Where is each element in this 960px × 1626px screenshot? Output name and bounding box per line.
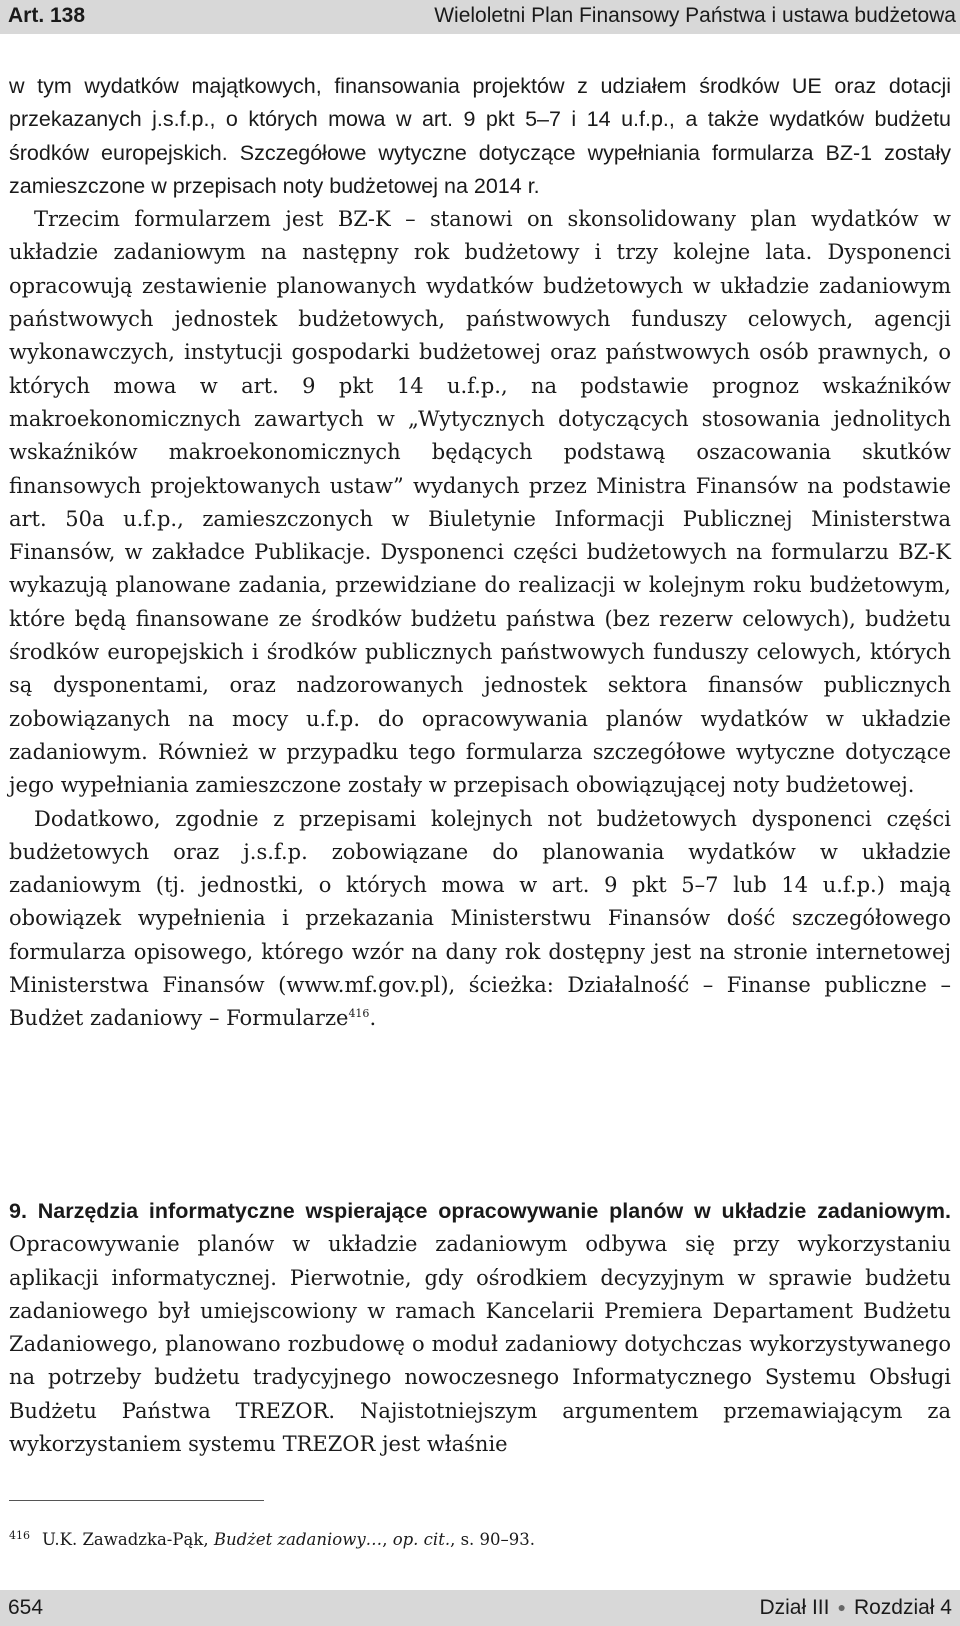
article-number: Art. 138 [8, 4, 86, 27]
paragraph-additional-form [9, 803, 951, 1036]
footer-chapter: Rozdział 4 [853, 1596, 952, 1619]
main-text [9, 70, 951, 1036]
footer-section [759, 1596, 952, 1620]
footnote-number: 416 [9, 1529, 30, 1542]
footnote-author: U.K. Zawadzka-Pąk, [42, 1530, 214, 1549]
paragraph-end-period: . [369, 1006, 377, 1031]
page-header [0, 0, 960, 34]
footnote-work: Budżet zadaniowy… [213, 1530, 383, 1549]
bullet-icon: ● [837, 1599, 846, 1615]
section-9 [9, 1195, 951, 1461]
paragraph-bz-k: Trzecim formularzem jest BZ-K – stanowi on skonsolidowany plan wydatków w układzie zadaniowym na następny rok budżetowy i trzy kolejne lata. Dysponenci opracowują zestawienie planowanych wydatków budżetowych w układzie zadaniowym państwowych jednostek budżetowych, państwowych funduszy celowych, agencji wykonawczych, instytucji gospodarki budżetowej oraz państwowych osób prawnych, o których mowa w art. 9 pkt 14 u.f.p., na podstawie prognoz wskaźników makroekonomicznych zawartych w „Wytycznych dotyczących stosowania jednolitych wskaźników makroekonomicznych będących podstawą oszacowania skutków finansowych projektowanych ustaw” wydanych przez Ministra Finansów na podstawie art. 50a u.f.p., zamieszczonych w Biuletynie Informacji Publicznej Ministerstwa Finansów, w zakładce Publikacje. Dysponenci części budżetowych na formularzu BZ-K wykazują planowane zadania, przewidziane do realizacji w kolejnym roku budżetowym, które będą finansowane ze środków budżetu państwa (bez rezerw celowych), budżetu środków europejskich i środków publicznych państwowych funduszy celowych, których są dysponentami, oraz nadzorowanych jednostek sektora finansów publicznych zobowiązanych na mocy u.f.p. do opracowywania planów wydatków w układzie zadaniowym. Również w przypadku tego formularza szczegółowe wytyczne dotyczące jego wypełniania zamieszczone zostały w przepisach obowiązującej noty budżetowej. [9, 207, 951, 798]
footer-division: Dział III [759, 1596, 830, 1619]
footnote-sep: , [382, 1530, 393, 1549]
page-footer [0, 1590, 960, 1626]
section-heading: 9. Narzędzia informatyczne wspierające opracowywanie planów w układzie zadaniowym. [9, 1199, 951, 1223]
page-number: 654 [8, 1596, 44, 1619]
footnote [9, 1526, 909, 1550]
footnote-pages: , s. 90–93. [450, 1530, 536, 1549]
section-text: Opracowywanie planów w układzie zadaniowym odbywa się przy wykorzystaniu aplikacji informatycznej. Pierwotnie, gdy ośrodkiem decyzyjnym w sprawie budżetu zadaniowego był umiejscowiony w ramach Kancelarii Premiera Departament Budżetu Zadaniowego, planowano rozbudowę o moduł zadaniowy dotychczas wykorzystywanego na potrzeby budżetu tradycyjnego nowoczesnego Informatycznego Systemu Obsługi Budżetu Państwa TREZOR. Najistotniejszym argumentem przemawiającym za wykorzystaniem systemu TREZOR jest właśnie [9, 1232, 951, 1457]
footnote-reference[interactable]: 416 [348, 1007, 370, 1021]
paragraph-additional-text: Dodatkowo, zgodnie z przepisami kolejnych not budżetowych dysponenci części budżetowych oraz j.s.f.p. zobowiązane do planowania wydatków w układzie zadaniowym (tj. jednostki, o których mowa w art. 9 pkt 5–7 lub 14 u.f.p.) mają obowiązek wypełnienia i przekazania Ministerstwu Finansów dość szczegółowego formularza opisowego, którego wzór na dany rok dostępny jest na stronie internetowej Ministerstwa Finansów (www.mf.gov.pl), ścieżka: Działalność – Finanse publiczne – Budżet zadaniowy – Formularze [9, 806, 951, 1031]
footnote-divider [9, 1500, 264, 1501]
running-title: Wieloletni Plan Finansowy Państwa i ustawa budżetowa [434, 4, 956, 27]
paragraph-continuation: w tym wydatków majątkowych, finansowania projektów z udziałem środków UE oraz dotacji przekazanych j.s.f.p., o których mowa w art. 9 pkt 5–7 i 14 u.f.p., a także wydatków budżetu środków europejskich. Szczegółowe wytyczne dotyczące wypełniania formularza BZ-1 zostały zamieszczone w przepisach noty budżetowej na 2014 r. [9, 74, 951, 198]
footnote-opcit: op. cit. [392, 1530, 451, 1549]
